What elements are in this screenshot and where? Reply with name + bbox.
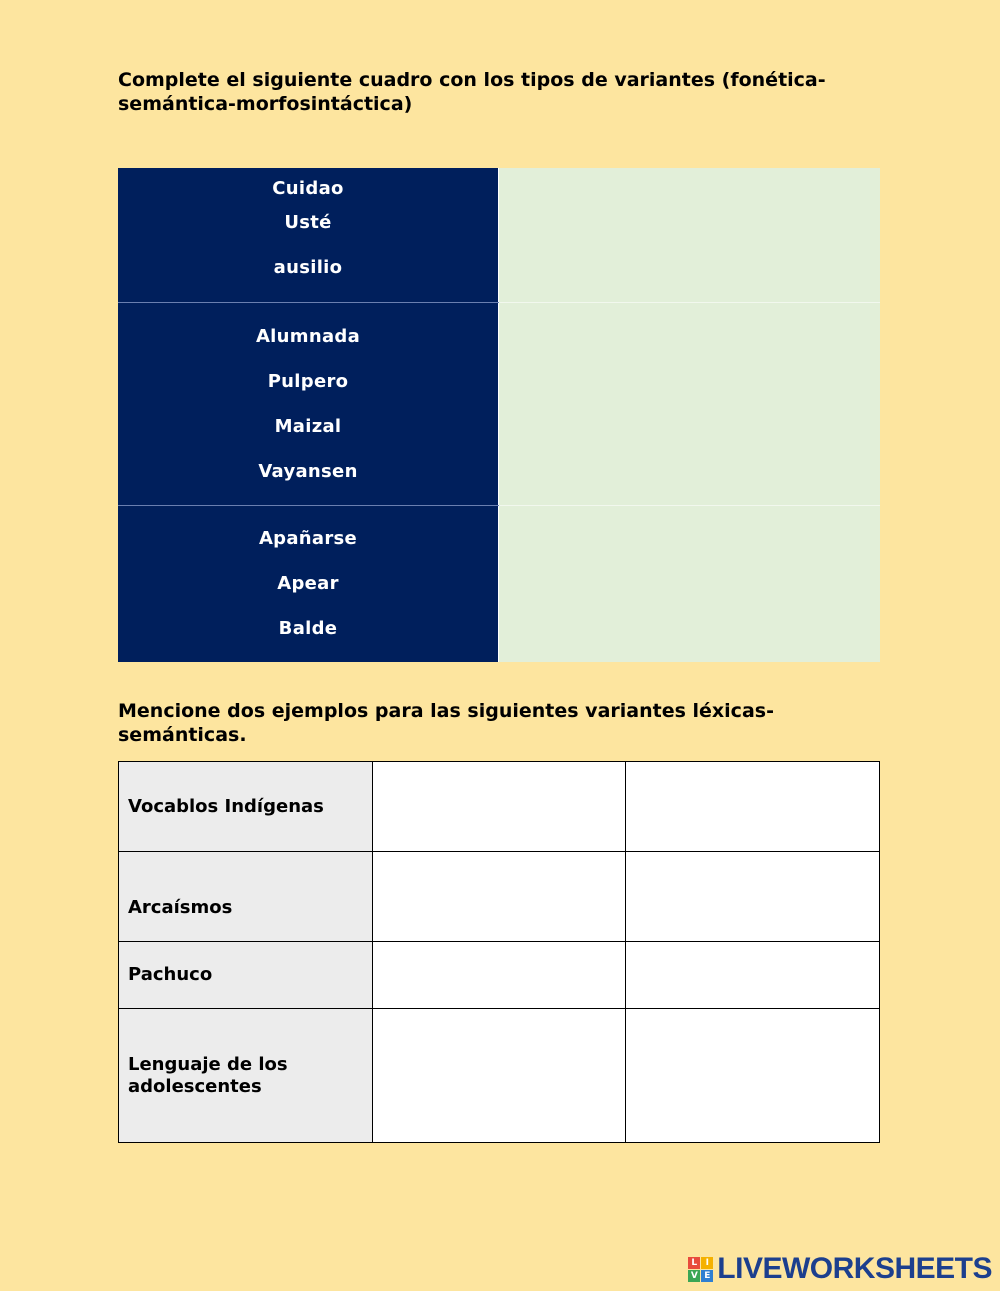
row-label: Pachuco (119, 942, 373, 1009)
row-label: Lenguaje de los adolescentes (119, 1009, 373, 1143)
table-row (119, 942, 880, 1009)
word: Apañarse (258, 528, 358, 550)
table-row (118, 168, 880, 302)
answer-input-cell[interactable] (499, 168, 881, 302)
word-group-cell (118, 168, 499, 302)
example-input-cell[interactable] (626, 852, 880, 942)
variant-types-table (118, 168, 880, 662)
example-input-cell[interactable] (372, 1009, 626, 1143)
word: Pulpero (267, 370, 349, 392)
example-input-cell[interactable] (372, 762, 626, 852)
row-label: Arcaísmos (119, 852, 373, 942)
table-row (119, 762, 880, 852)
logo-mark-icon (688, 1257, 713, 1282)
table-row (118, 505, 880, 662)
answer-input-cell[interactable] (499, 505, 881, 662)
logo-letter: E (701, 1270, 713, 1282)
word: Apear (277, 573, 339, 595)
table-row (119, 852, 880, 942)
word: Alumnada (255, 325, 361, 347)
word: ausilio (273, 256, 343, 278)
logo-letter: V (688, 1270, 700, 1282)
row-label: Vocablos Indígenas (119, 762, 373, 852)
word: Usté (284, 211, 332, 233)
liveworksheets-logo (688, 1253, 992, 1285)
answer-input-cell[interactable] (499, 302, 881, 505)
word: Cuidao (272, 177, 344, 199)
lexical-examples-table (118, 761, 880, 1143)
logo-text: LIVEWORKSHEETS (717, 1252, 992, 1285)
instruction-lexical-examples: Mencione dos ejemplos para las siguientes variantes léxicas-semánticas. (118, 700, 774, 746)
table-row (118, 302, 880, 505)
example-input-cell[interactable] (626, 942, 880, 1009)
logo-letter: L (688, 1257, 700, 1269)
word: Vayansen (258, 460, 358, 482)
example-input-cell[interactable] (372, 852, 626, 942)
logo-letter: I (701, 1257, 713, 1269)
word-group-cell (118, 302, 499, 505)
example-input-cell[interactable] (626, 1009, 880, 1143)
word: Balde (278, 618, 338, 640)
example-input-cell[interactable] (626, 762, 880, 852)
word: Maizal (274, 415, 342, 437)
example-input-cell[interactable] (372, 942, 626, 1009)
word-group-cell (118, 505, 499, 662)
table-row (119, 1009, 880, 1143)
instruction-variant-types: Complete el siguiente cuadro con los tipos de variantes (fonética-semántica-morfosintáctica) (118, 69, 826, 115)
